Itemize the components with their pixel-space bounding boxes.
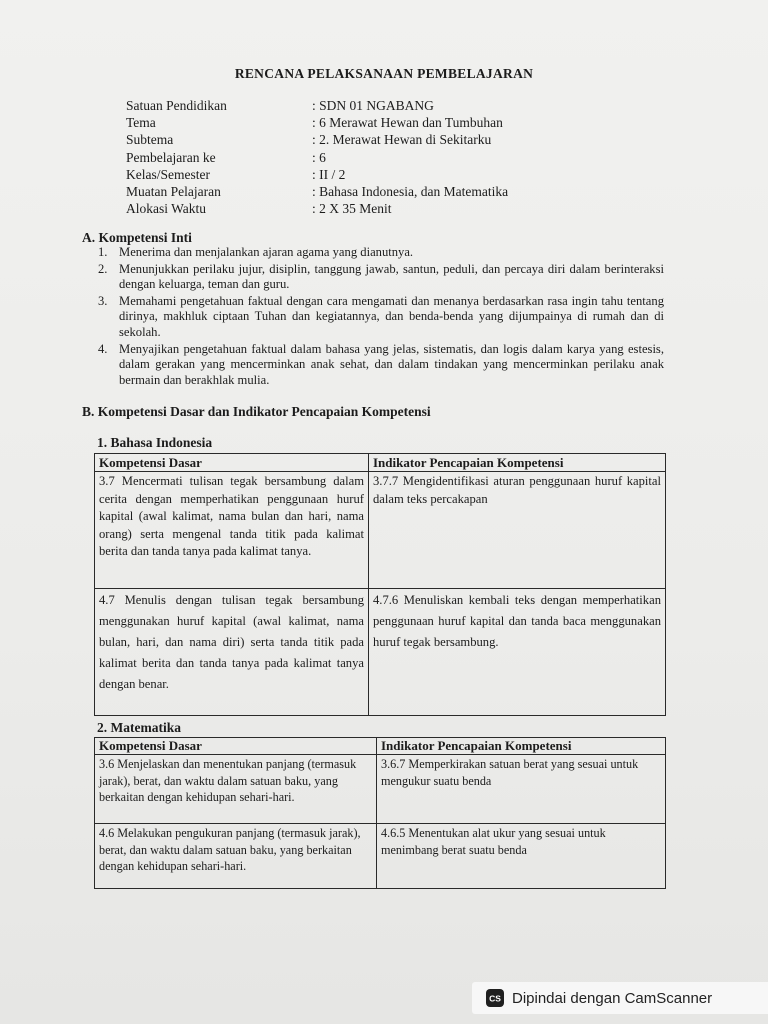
identity-value: : Bahasa Indonesia, dan Matematika (312, 184, 509, 200)
table-header-row (95, 738, 666, 755)
list-item (98, 294, 664, 341)
matematika-heading: 2. Matematika (97, 720, 181, 735)
list-item-number: 3. (98, 293, 108, 308)
scanner-label: Dipindai dengan CamScanner (512, 989, 713, 1007)
ipk-cell: 3.7.7 Mengidentifikasi aturan penggunaan huruf kapital dalam teks percakapan (369, 472, 666, 589)
matematika-table (94, 737, 666, 889)
ipk-cell: 4.7.6 Menuliskan kembali teks dengan memperhatikan penggunaan huruf kapital dan tanda baca menggunakan huruf tegak bersambung. (369, 589, 666, 716)
scanner-badge (472, 982, 768, 1014)
identity-row (126, 183, 508, 200)
list-item (98, 262, 664, 293)
ipk-cell: 3.6.7 Memperkirakan satuan berat yang sesuai untuk mengukur suatu benda (377, 755, 666, 824)
list-item (98, 342, 664, 389)
kd-cell: 3.7 Mencermati tulisan tegak bersambung dalam cerita dengan memperhatikan penggunaan huruf kapital (awal kalimat, nama bulan dan hari, nama orang) serta mengenal tanda titik pada kalimat berita dan tanda tanya pada kalimat tanya. (95, 472, 369, 589)
kd-cell: 4.6 Melakukan pengukuran panjang (termasuk jarak), berat, dan waktu dalam satuan baku, yang berkaitan dengan kehidupan sehari-hari. (95, 824, 377, 889)
column-header-ipk: Indikator Pencapaian Kompetensi (377, 738, 666, 755)
identity-value: : 2 X 35 Menit (312, 201, 392, 217)
column-header-ipk: Indikator Pencapaian Kompetensi (369, 454, 666, 472)
list-item-text: Menyajikan pengetahuan faktual dalam bahasa yang jelas, sistematis, dan logis dalam karya yang estesis, dalam gerakan yang mencerminkan anak sehat, dan dalam tindakan yang mencerminkan perilaku anak bermain dan berakhlak mulia. (119, 341, 664, 387)
identity-value: : II / 2 (312, 166, 346, 182)
identity-value: : SDN 01 NGABANG (312, 98, 434, 113)
identity-row (126, 149, 508, 166)
bahasa-indonesia-table (94, 453, 666, 716)
identity-block (126, 97, 508, 217)
identity-value: : 6 Merawat Hewan dan Tumbuhan (312, 115, 503, 131)
identity-label: Tema (126, 115, 156, 131)
identity-row (126, 166, 508, 183)
table-row (95, 472, 666, 589)
identity-row (126, 131, 508, 148)
list-item-text: Menerima dan menjalankan ajaran agama yang dianutnya. (119, 245, 414, 259)
identity-label: Pembelajaran ke (126, 149, 216, 165)
list-item-number: 4. (98, 341, 108, 356)
svg-text:CS: CS (489, 993, 501, 1004)
list-item-text: Memahami pengetahuan faktual dengan cara mengamati dan menanya berdasarkan rasa ingin tahu tentang dirinya, makhluk ciptaan Tuhan dan kegiatannya, dan benda-benda yang dijumpainya di rumah dan di sekolah. (119, 293, 664, 339)
identity-row (126, 97, 508, 114)
identity-row (126, 114, 508, 131)
list-item-number: 1. (98, 245, 108, 259)
bahasa-indonesia-heading: 1. Bahasa Indonesia (97, 435, 213, 450)
kd-cell: 4.7 Menulis dengan tulisan tegak bersambung menggunakan huruf kapital (awal kalimat, nama bulan, hari, dan nama diri) serta tanda titik pada kalimat berita dan tanda tanya pada kalimat tanya dengan benar. (95, 589, 369, 716)
table-row (95, 824, 666, 889)
identity-label: Kelas/Semester (126, 166, 210, 182)
list-item-text: Menunjukkan perilaku jujur, disiplin, tanggung jawab, santun, peduli, dan percaya diri dalam berinteraksi dengan keluarga, teman dan guru. (119, 261, 664, 292)
identity-row (126, 200, 508, 217)
table-row (95, 589, 666, 716)
ipk-cell: 4.6.5 Menentukan alat ukur yang sesuai untuk menimbang berat suatu benda (377, 824, 666, 889)
identity-value: : 6 (312, 149, 326, 165)
identity-label: Alokasi Waktu (126, 201, 207, 217)
table-row (95, 755, 666, 824)
document-title: RENCANA PELAKSANAAN PEMBELAJARAN (234, 66, 534, 81)
list-item-number: 2. (98, 261, 108, 276)
identity-label: Satuan Pendidikan (126, 98, 227, 113)
column-header-kd: Kompetensi Dasar (95, 454, 369, 472)
column-header-kd: Kompetensi Dasar (95, 738, 377, 755)
kd-cell: 3.6 Menjelaskan dan menentukan panjang (termasuk jarak), berat, dan waktu dalam satuan baku, yang berkaitan dengan kehidupan sehari-hari. (95, 755, 377, 824)
list-item (98, 245, 664, 261)
section-b-heading: B. Kompetensi Dasar dan Indikator Pencapaian Kompetensi (82, 404, 431, 419)
identity-value: : 2. Merawat Hewan di Sekitarku (312, 132, 492, 148)
kompetensi-inti-list (98, 245, 664, 389)
section-a-heading: A. Kompetensi Inti (82, 230, 192, 245)
table-header-row (95, 454, 666, 472)
identity-label: Subtema (126, 132, 174, 148)
camscanner-icon (486, 989, 504, 1007)
identity-label: Muatan Pelajaran (126, 184, 221, 200)
